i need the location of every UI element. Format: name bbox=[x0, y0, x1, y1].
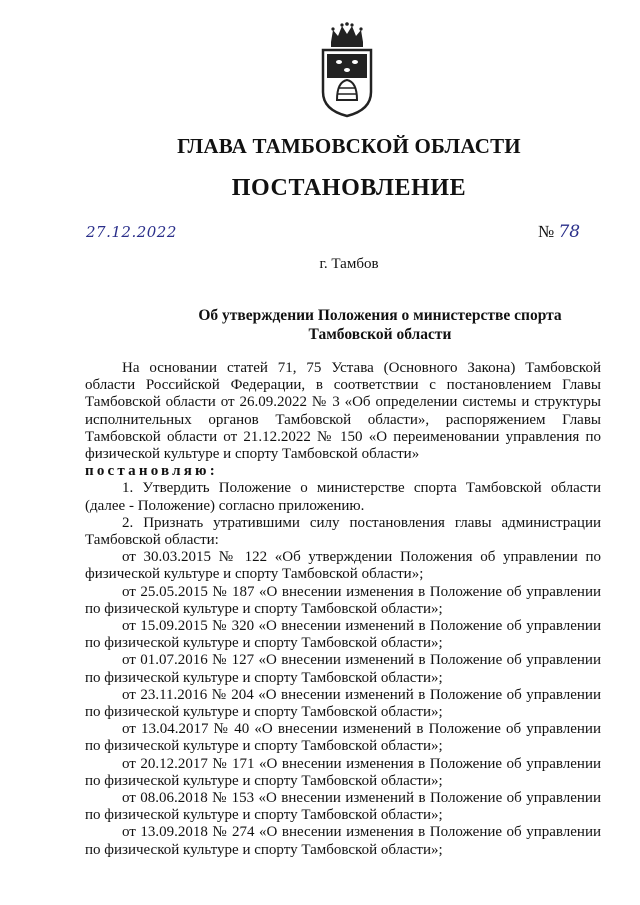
issuing-authority: ГЛАВА ТАМБОВСКОЙ ОБЛАСТИ bbox=[177, 134, 521, 158]
document-number bbox=[538, 222, 580, 242]
repealed-act: от 08.06.2018 № 153 «О внесении изменений в Положение об управлении по физической культуре и спорту Тамбовской области»; bbox=[85, 790, 601, 824]
city: г. Тамбов bbox=[319, 256, 379, 272]
tambov-coat-of-arms-icon bbox=[317, 22, 377, 118]
document-body bbox=[85, 360, 601, 859]
intro-paragraph: На основании статей 71, 75 Устава (Основного Закона) Тамбовской области Российской Федерации, в соответствии с постановлением Главы Тамбовской области от 26.09.2022 № 3 «Об определении системы и структуры исполнительных органов Тамбовской области», распоряжением Главы Тамбовской области от 21.12.2022 № 150 «О переименовании управления по физической культуре и спорту Тамбовской области» bbox=[85, 360, 601, 463]
number-sign: № bbox=[538, 222, 555, 241]
document-type: ПОСТАНОВЛЕНИЕ bbox=[231, 175, 467, 201]
repealed-act: от 01.07.2016 № 127 «О внесении изменений в Положение об управлении по физической культуре и спорту Тамбовской области»; bbox=[85, 652, 601, 686]
point-2: 2. Признать утратившими силу постановления главы администрации Тамбовской области: bbox=[85, 514, 601, 549]
number-value: 78 bbox=[558, 222, 581, 242]
repealed-act: от 23.11.2016 № 204 «О внесении изменений в Положение об управлении по физической культуре и спорту Тамбовской области»; bbox=[85, 686, 601, 721]
repealed-act: от 30.03.2015 № 122 «Об утверждении Положения об управлении по физической культуре и спорту Тамбовской области»; bbox=[85, 549, 601, 583]
repealed-act: от 25.05.2015 № 187 «О внесении изменения в Положение об управлении по физической культуре и спорту Тамбовской области»; bbox=[85, 583, 601, 617]
repealed-act: от 20.12.2017 № 171 «О внесении изменения в Положение об управлении по физической культуре и спорту Тамбовской области»; bbox=[85, 755, 601, 789]
repealed-act: от 13.09.2018 № 274 «О внесении изменения в Положение об управлении по физической культуре и спорту Тамбовской области»; bbox=[85, 824, 601, 858]
document-date: 27.12.2022 bbox=[86, 223, 177, 241]
subject-line-2: Тамбовской области bbox=[308, 326, 452, 343]
decree-word: постановляю: bbox=[85, 463, 218, 480]
point-1: 1. Утвердить Положение о министерстве спорта Тамбовской области (далее - Положение) согласно приложению. bbox=[85, 480, 601, 514]
repealed-act: от 15.09.2015 № 320 «О внесении изменений в Положение об управлении по физической культуре и спорту Тамбовской области»; bbox=[85, 618, 601, 652]
repealed-act: от 13.04.2017 № 40 «О внесении изменений в Положение об управлении по физической культуре и спорту Тамбовской области»; bbox=[85, 721, 601, 755]
subject-line-1: Об утверждении Положения о министерстве спорта bbox=[198, 307, 562, 324]
document-subject bbox=[120, 306, 640, 344]
